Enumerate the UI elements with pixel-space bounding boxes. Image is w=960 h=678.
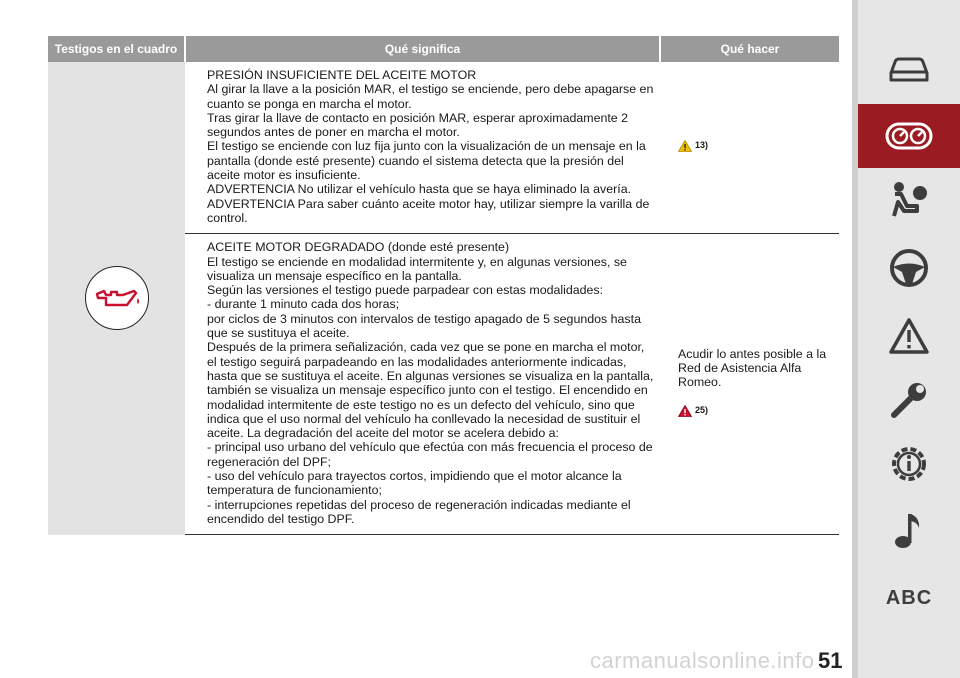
degraded-oil-text: ACEITE MOTOR DEGRADADO (donde esté presente) El testigo se enciende en modalidad intermitente y, en algunas versiones, se visualiza un mensaje específico en la pantalla. Según las versiones el testigo puede parpadear con estas modalidades: - durante 1 minuto cada dos horas; por ciclos de 3 minutos con intervalos de testigo apagado de 5 segundos hasta que se sustituya el aceite. Después de la primera señalización, cada vez que se pone en marcha el motor, el testigo seguirá parpadeando en las modalidades anteriormente indicadas, hasta que se sustituya el aceite. En algunas versiones se visualiza en la pantalla, también se visualiza un mensaje específico junto con el testigo. El encendido en modalidad intermitente de este testigo no es un defecto del vehículo, sino que indica que el uso normal del vehículo ha conllevado la necesidad de sustituir el aceite. La degradación del aceite del motor se acelera debido a: - principal uso urbano del vehículo que efectúa con más frecuencia el proceso de regeneración del DPF; - uso del vehículo para trayectos cortos, impidiendo que el motor alcance la temperatura de funcionamiento; - interrupciones repetidas del proceso de regeneración indicadas mediante el encendido del testigo DPF.	[207, 240, 654, 526]
action-cell	[660, 234, 839, 535]
steering-wheel-icon	[888, 247, 930, 289]
header-que-hacer: Qué hacer	[660, 36, 839, 62]
sidebar-item-emergency[interactable]	[858, 304, 960, 368]
dashboard-gauges-icon	[885, 122, 933, 150]
abc-index-icon: ABC	[885, 586, 933, 609]
warning-light-cell	[48, 62, 185, 535]
music-note-icon	[892, 510, 926, 550]
table-header-row	[48, 36, 839, 62]
caution-triangle-icon	[678, 140, 692, 152]
sidebar-item-instruments[interactable]	[858, 104, 960, 168]
sidebar-item-car[interactable]	[858, 38, 960, 102]
danger-triangle-icon	[678, 405, 692, 417]
oil-pressure-warning-icon	[85, 266, 149, 330]
wrench-icon	[888, 379, 930, 421]
watermark: carmanualsonline.info	[590, 648, 815, 673]
header-que-significa: Qué significa	[185, 36, 660, 62]
header-testigos: Testigos en el cuadro	[48, 36, 185, 62]
warning-triangle-icon	[888, 317, 930, 355]
sidebar-item-specs[interactable]	[858, 432, 960, 496]
note-number: 13)	[695, 140, 709, 151]
sidebar-item-index[interactable]	[858, 566, 960, 630]
note-number: 25)	[695, 405, 709, 416]
note-reference	[678, 138, 708, 152]
car-icon	[887, 55, 931, 85]
sidebar-item-safety[interactable]	[858, 168, 960, 232]
meaning-cell	[185, 62, 660, 234]
table-row	[48, 62, 839, 234]
action-cell	[660, 62, 839, 234]
note-reference	[678, 403, 708, 417]
action-text: Acudir lo antes posible a la Red de Asistencia Alfa Romeo.	[678, 346, 827, 390]
page-number: 51	[818, 648, 843, 673]
airbag-person-icon	[887, 180, 931, 220]
sidebar-item-driving[interactable]	[858, 236, 960, 300]
chapter-sidebar	[852, 0, 960, 678]
info-gear-icon	[887, 442, 931, 486]
meaning-cell	[185, 234, 660, 535]
sidebar-item-maintenance[interactable]	[858, 368, 960, 432]
warning-lights-table	[48, 36, 839, 535]
low-oil-pressure-text: PRESIÓN INSUFICIENTE DEL ACEITE MOTOR Al girar la llave a la posición MAR, el testigo se enciende, pero debe apagarse en cuanto se ponga en marcha el motor. Tras girar la llave de contacto en posición MAR, esperar aproximadamente 2 segundos antes de poner en marcha el motor. El testigo se enciende con luz fija junto con la visualización de un mensaje en la pantalla (donde esté presente) cuando el sistema detecta que la presión del aceite motor es insuficiente. ADVERTENCIA No utilizar el vehículo hasta que se haya eliminado la avería. ADVERTENCIA Para saber cuánto aceite motor hay, utilizar siempre la varilla de control.	[207, 68, 654, 225]
sidebar-item-multimedia[interactable]	[858, 498, 960, 562]
